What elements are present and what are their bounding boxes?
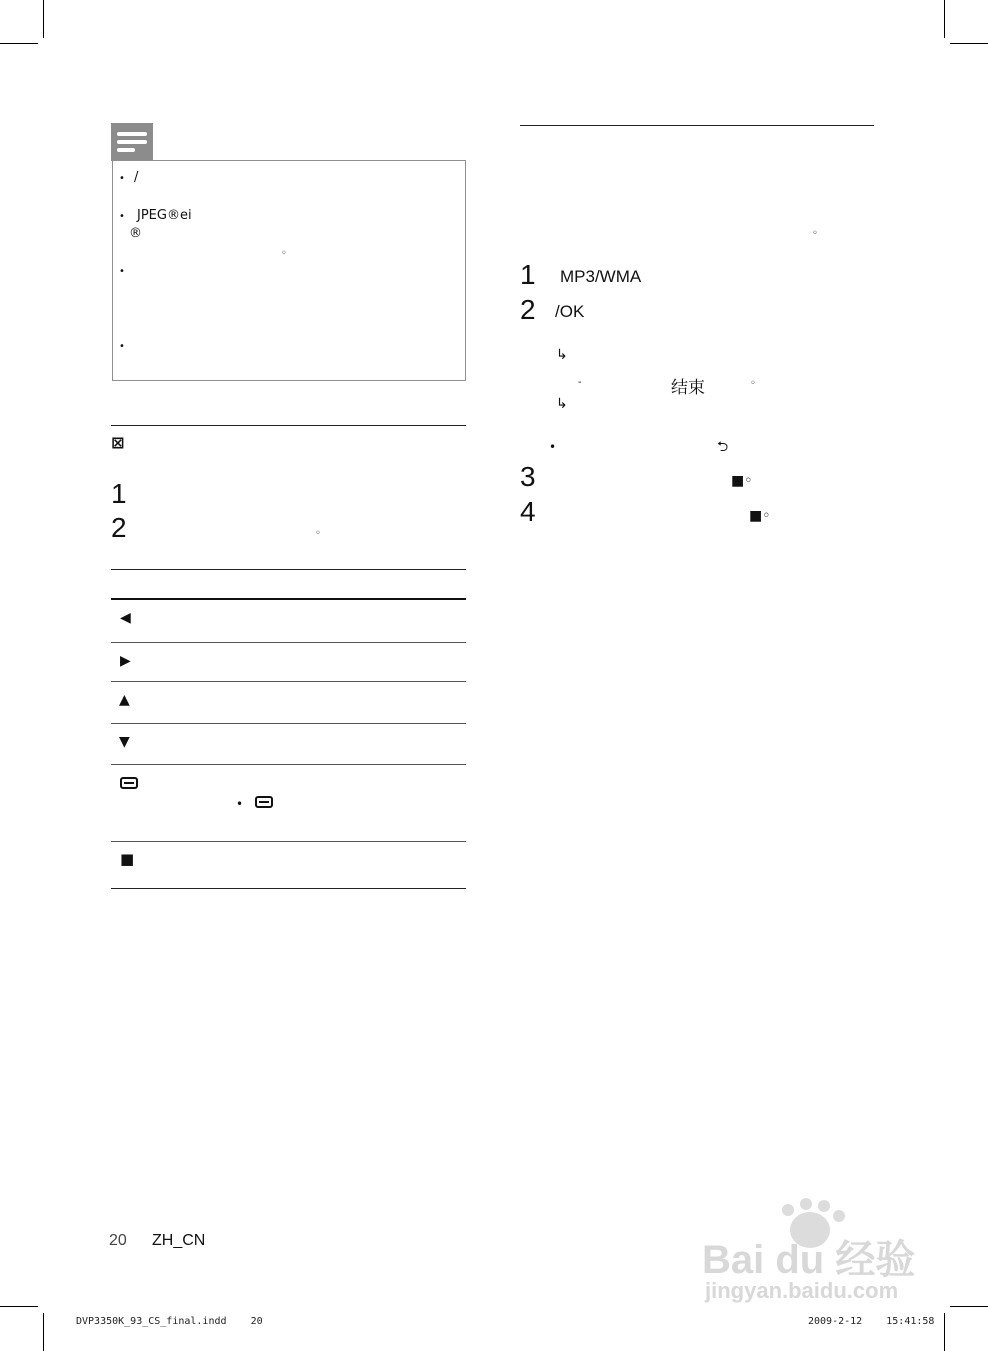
crop-mark — [944, 1313, 945, 1351]
step-number-1: 1 — [111, 478, 127, 509]
result-arrow-icon: ↳ — [556, 396, 568, 412]
date-time: 2009-2-12 15:41:58 — [808, 1316, 935, 1327]
watermark-url: jingyan.baidu.com — [705, 1278, 899, 1303]
stop-icon: ■◦ — [731, 473, 753, 489]
crop-mark — [43, 0, 44, 38]
stop-icon: ■ — [120, 850, 135, 868]
up-arrow-icon: ▲ — [119, 692, 130, 708]
step-2-text: /OK — [555, 302, 585, 321]
table-row-rule — [111, 642, 466, 643]
zoom-icon — [255, 796, 273, 808]
note-icon — [111, 123, 153, 161]
language-code: ZH_CN — [152, 1232, 206, 1249]
table-bottom-rule — [111, 888, 466, 889]
note-box — [112, 160, 466, 381]
table-row-rule — [111, 723, 466, 724]
note-item-2-line1: JPEG®ei — [137, 208, 192, 223]
baidu-paw-icon — [800, 1198, 812, 1210]
intro-mark: ◦ — [812, 228, 818, 239]
note-bullet: • — [119, 173, 125, 184]
step-number-1: 1 — [520, 259, 536, 290]
crop-mark — [944, 0, 945, 38]
step-number-2: 2 — [520, 294, 536, 325]
crop-mark — [43, 1313, 44, 1351]
step-1-text: MP3/WMA — [560, 267, 642, 286]
section-icon: ⊠ — [111, 433, 125, 452]
crop-mark — [0, 43, 38, 44]
right-arrow-icon: ▶ — [120, 653, 131, 669]
table-top-rule — [111, 569, 466, 570]
return-icon: ⮌ — [717, 439, 729, 455]
step-number-3: 3 — [520, 461, 536, 492]
note-item-1: / — [134, 170, 139, 185]
crop-mark — [950, 1306, 988, 1307]
table-row-rule — [111, 841, 466, 842]
stop-icon: ■◦ — [749, 508, 771, 524]
section-rule — [520, 125, 874, 126]
crop-mark — [950, 43, 988, 44]
step-number-2: 2 — [111, 512, 127, 543]
table-bullet: • — [236, 797, 244, 811]
page-number: 20 — [109, 1232, 127, 1249]
end-mark: ◦ — [750, 378, 756, 389]
dash: - — [578, 377, 582, 388]
note-bullet: • — [119, 266, 125, 277]
note-bullet: • — [119, 341, 125, 352]
baidu-paw-icon — [833, 1210, 845, 1222]
table-header-rule — [111, 598, 466, 600]
note-item-2-mark: ◦ — [281, 248, 287, 259]
baidu-paw-icon — [782, 1204, 794, 1216]
down-arrow-icon: ▼ — [119, 734, 130, 750]
note-bullet: • — [119, 211, 125, 222]
file-name: DVP3350K_93_CS_final.indd 20 — [76, 1316, 263, 1327]
result-arrow-icon: ↳ — [556, 347, 568, 363]
note-item-2-line2: ® — [129, 226, 142, 241]
table-row-rule — [111, 681, 466, 682]
crop-mark — [0, 1306, 38, 1307]
section-rule — [111, 425, 466, 426]
left-arrow-icon: ◀ — [120, 610, 131, 626]
baidu-logo-watermark: Bai du 经验 — [702, 1238, 916, 1282]
end-label: 结束 — [671, 378, 705, 398]
table-row-rule — [111, 764, 466, 765]
step-2-mark: ◦ — [315, 528, 321, 539]
tip-bullet: • — [549, 440, 557, 454]
zoom-icon — [120, 777, 138, 789]
baidu-paw-icon — [818, 1200, 830, 1212]
step-number-4: 4 — [520, 496, 536, 527]
